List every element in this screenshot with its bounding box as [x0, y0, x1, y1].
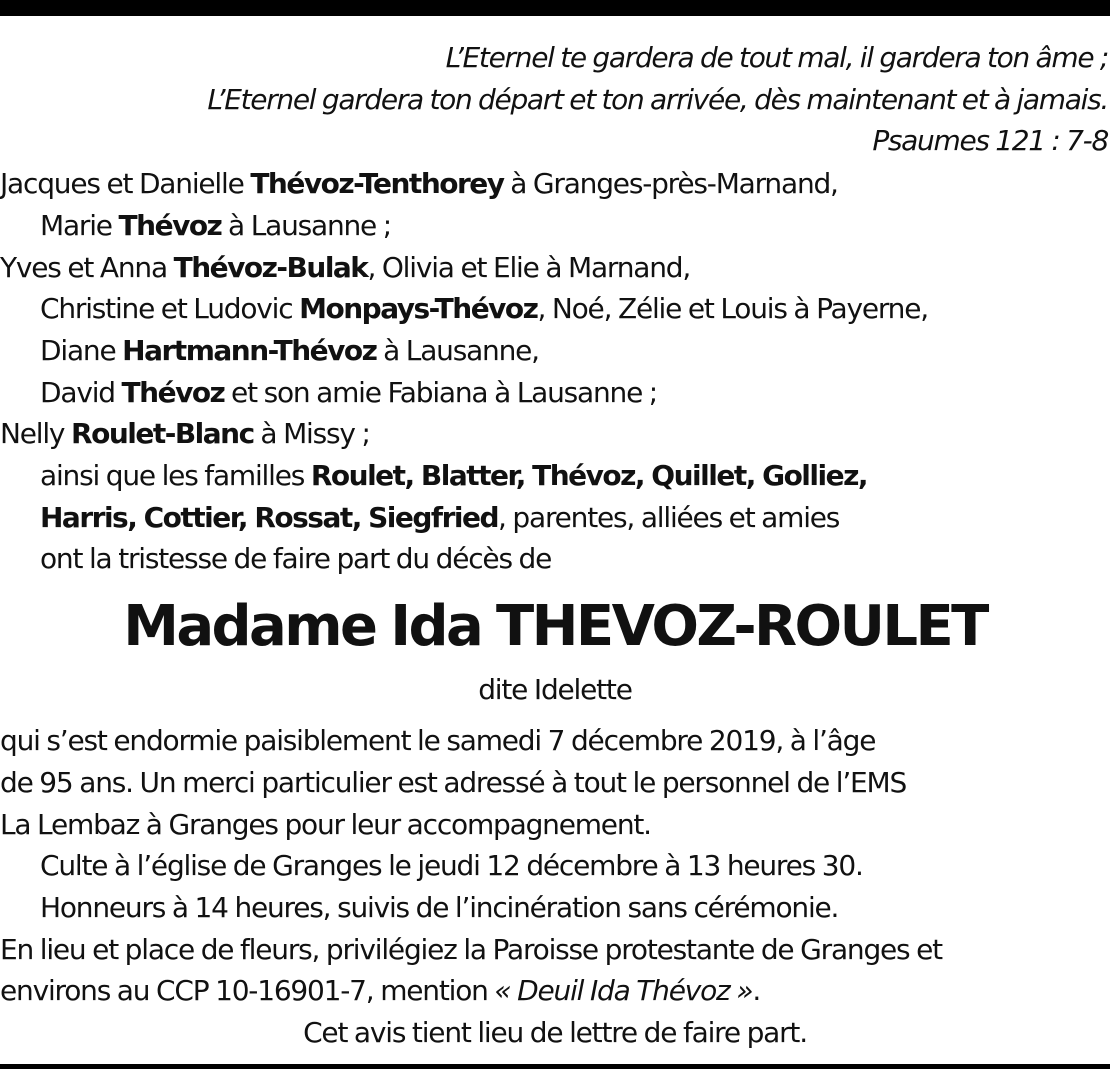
- deceased-nickname: dite Idelette: [478, 673, 632, 706]
- donation-mention: « Deuil Ida Thévoz »: [494, 974, 753, 1007]
- text: environs au CCP 10-16901-7, mention: [0, 974, 495, 1007]
- text: Diane: [40, 334, 123, 367]
- family-line-10: ont la tristesse de faire part du décès de: [40, 542, 552, 575]
- closing-line: Cet avis tient lieu de lettre de faire part.: [303, 1016, 807, 1049]
- family-surname: Thévoz-Bulak: [173, 251, 368, 284]
- family-line-2: [40, 206, 1110, 246]
- text: Jacques et Danielle: [0, 167, 251, 200]
- family-line-5: [40, 331, 1110, 371]
- top-rule: [0, 0, 1110, 16]
- verse-line-2: L’Eternel gardera ton départ et ton arrivée, dès maintenant et à jamais.: [207, 83, 1108, 116]
- family-line-1: [0, 164, 1110, 204]
- family-line-9: [40, 498, 1110, 538]
- family-line-8: [40, 456, 1110, 496]
- text: .: [752, 974, 761, 1007]
- deceased-name: Madame Ida THEVOZ-ROULET: [123, 594, 987, 659]
- family-surname: Thévoz: [121, 376, 225, 409]
- family-surname: Thévoz-Tenthorey: [250, 167, 504, 200]
- family-line-4: [40, 289, 1110, 329]
- family-surname: Hartmann-Thévoz: [122, 334, 377, 367]
- text: et son amie Fabiana à Lausanne ;: [224, 376, 658, 409]
- family-surname: Monpays-Thévoz: [299, 292, 538, 325]
- text: Yves et Anna: [0, 251, 174, 284]
- family-surnames: Harris, Cottier, Rossat, Siegfried: [40, 501, 499, 534]
- text: , Noé, Zélie et Louis à Payerne,: [537, 292, 928, 325]
- family-line-7: [0, 414, 1110, 454]
- body-line-3: La Lembaz à Granges pour leur accompagnement.: [0, 808, 651, 841]
- text: à Missy ;: [253, 417, 370, 450]
- body-line-2: de 95 ans. Un merci particulier est adressé à tout le personnel de l’EMS: [0, 766, 907, 799]
- family-surname: Roulet-Blanc: [71, 417, 254, 450]
- text: , parentes, alliées et amies: [498, 501, 840, 534]
- family-surnames: Roulet, Blatter, Thévoz, Quillet, Golliez,: [310, 459, 868, 492]
- verse-line-1: L’Eternel te gardera de tout mal, il gardera ton âme ;: [445, 41, 1108, 74]
- family-line-6: [40, 373, 1110, 413]
- text: ainsi que les familles: [40, 459, 311, 492]
- bottom-rule: [0, 1064, 1110, 1069]
- text: Christine et Ludovic: [40, 292, 300, 325]
- text: Marie: [40, 209, 119, 242]
- service-line: Culte à l’église de Granges le jeudi 12 décembre à 13 heures 30.: [40, 849, 863, 882]
- family-line-3: [0, 248, 1110, 288]
- text: Nelly: [0, 417, 72, 450]
- text: à Granges-près-Marnand,: [503, 167, 838, 200]
- donation-line-2: [0, 971, 1110, 1011]
- honours-line: Honneurs à 14 heures, suivis de l’incinération sans cérémonie.: [40, 891, 839, 924]
- verse-reference: Psaumes 121 : 7-8: [872, 124, 1108, 157]
- body-line-1: qui s’est endormie paisiblement le samedi 7 décembre 2019, à l’âge: [0, 724, 876, 757]
- text: David: [40, 376, 122, 409]
- donation-line-1: En lieu et place de fleurs, privilégiez la Paroisse protestante de Granges et: [0, 933, 942, 966]
- family-surname: Thévoz: [118, 209, 222, 242]
- text: à Lausanne,: [376, 334, 539, 367]
- text: à Lausanne ;: [221, 209, 392, 242]
- text: , Olivia et Elie à Marnand,: [367, 251, 691, 284]
